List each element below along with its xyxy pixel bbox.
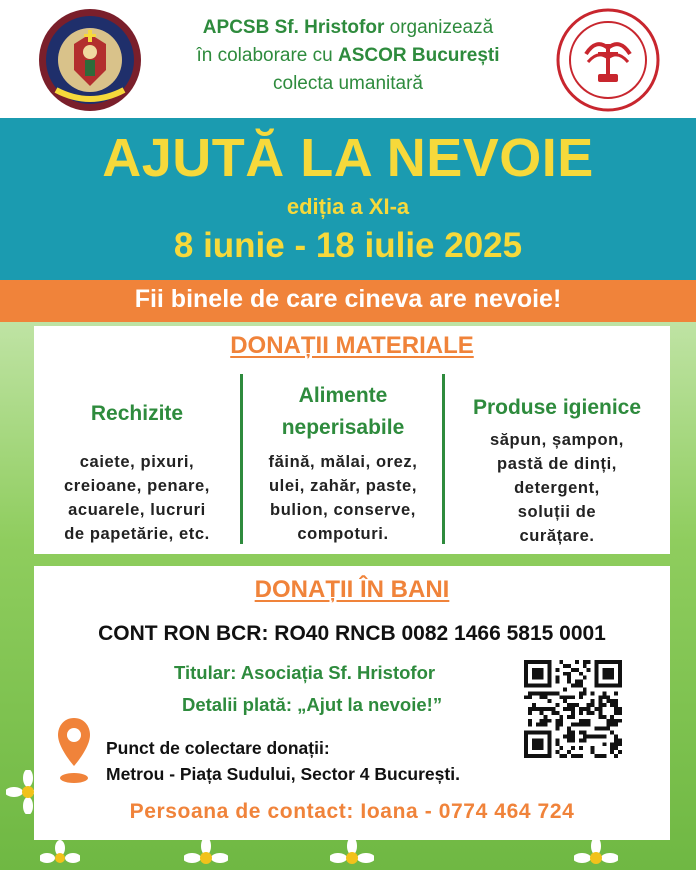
daisy-flower — [330, 838, 374, 870]
header — [0, 0, 696, 118]
collection-point-label: Punct de colectare donații: — [106, 738, 330, 758]
daisy-flower — [40, 840, 80, 870]
campaign-dates: 8 iunie - 18 iulie 2025 — [173, 226, 523, 265]
daisy-flower — [184, 838, 228, 870]
item-line: de papetărie, etc. — [64, 525, 210, 543]
campaign-slogan: Fii binele de care cineva are nevoie! — [134, 285, 562, 313]
column-divider — [442, 374, 445, 544]
sf-hristofor-logo — [38, 8, 142, 112]
org-collab: în colaborare cu — [196, 45, 333, 66]
column-title-line: Produse igienice — [472, 396, 642, 419]
material-donations-card — [34, 326, 670, 554]
org-ascor: ASCOR București — [338, 45, 500, 66]
item-line: soluții de — [517, 503, 597, 521]
hygiene-items — [446, 428, 668, 548]
item-line: acuarele, lucruri — [68, 501, 206, 519]
daisy-flower — [574, 838, 618, 870]
item-line: compoturi. — [297, 525, 389, 543]
org-apcsb: APCSB Sf. Hristofor — [202, 17, 385, 38]
material-donations-heading: DONAȚII MATERIALE — [230, 332, 474, 359]
campaign-edition: ediția a XI-a — [286, 194, 410, 219]
item-line: pastă de dinți, — [497, 455, 617, 473]
campaign-title: AJUTĂ LA NEVOIE — [102, 128, 594, 188]
column-divider — [240, 374, 243, 544]
column-title-line: Rechizite — [90, 402, 184, 425]
item-line: ulei, zahăr, paste, — [268, 477, 418, 495]
column-title-line: Alimente — [298, 384, 388, 407]
item-line: bulion, conserve, — [270, 501, 416, 519]
food-items — [244, 450, 442, 546]
school-supplies-items — [34, 450, 240, 546]
account-holder: Titular: Asociația Sf. Hristofor — [174, 662, 436, 683]
bank-account: CONT RON BCR: RO40 RNCB 0082 1466 5815 0001 — [98, 622, 606, 645]
ascor-logo — [556, 8, 660, 112]
organizer-text — [150, 14, 546, 98]
food-title — [244, 380, 442, 444]
item-line: curățare. — [519, 527, 595, 545]
item-line: creioane, penare, — [64, 477, 210, 495]
item-line: săpun, șampon, — [489, 431, 624, 449]
hygiene-title — [446, 392, 668, 424]
column-title-line: neperisabile — [281, 416, 405, 439]
item-line: făină, mălai, orez, — [268, 453, 418, 471]
money-donations-heading: DONAȚII ÎN BANI — [254, 576, 450, 603]
money-donations-card — [34, 566, 670, 840]
org-line-2 — [150, 42, 546, 70]
school-supplies-title — [34, 398, 240, 430]
qr-code[interactable] — [524, 660, 622, 758]
payment-details: Detalii plată: „Ajut la nevoie!” — [182, 694, 443, 715]
org-verb: organizează — [389, 17, 494, 38]
contact-person: Persoana de contact: Ioana - 0774 464 724 — [129, 800, 575, 823]
item-line: detergent, — [514, 479, 600, 497]
location-pin-icon — [56, 716, 92, 786]
org-line-1 — [150, 14, 546, 42]
item-line: caiete, pixuri, — [79, 453, 195, 471]
org-line-3: colecta umanitară — [273, 73, 423, 94]
collection-point-address: Metrou - Piața Sudului, Sector 4 București. — [106, 764, 460, 784]
